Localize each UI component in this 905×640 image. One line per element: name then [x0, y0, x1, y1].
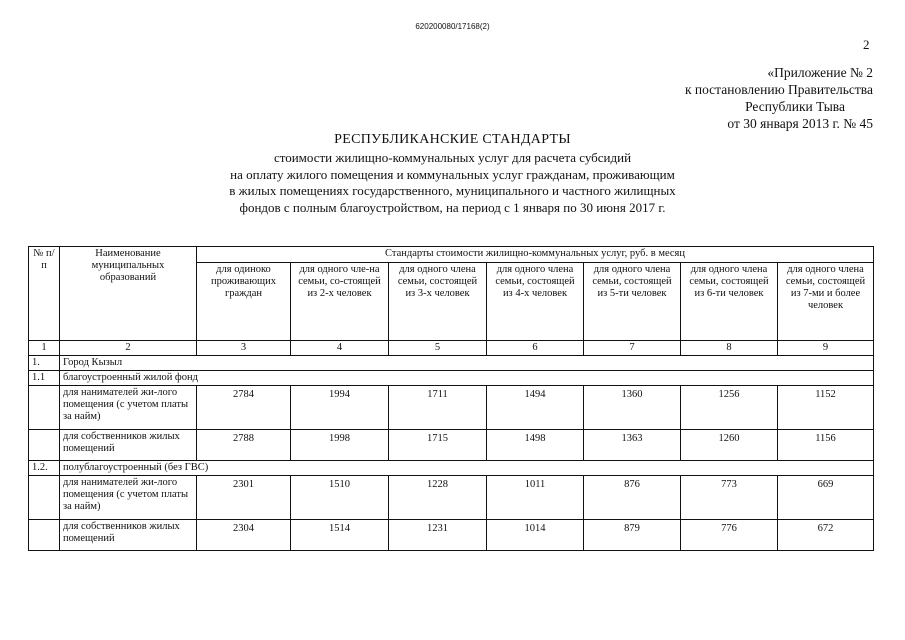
subtitle-line: фондов с полным благоустройством, на период с 1 января по 30 июня 2017 г. — [239, 199, 666, 215]
column-number: 4 — [291, 341, 389, 356]
standards-table — [28, 246, 874, 551]
subtitle-line: на оплату жилого помещения и коммунальных услуг гражданам, проживающим — [230, 166, 675, 182]
table-row — [29, 430, 874, 461]
appendix-header — [685, 64, 873, 132]
row-name: для собственников жилых помещений — [60, 520, 197, 551]
value-cell: 1498 — [487, 430, 584, 461]
column-number: 6 — [487, 341, 584, 356]
row-no — [29, 476, 60, 520]
value-cell: 2304 — [197, 520, 291, 551]
section-no: 1.1 — [29, 371, 60, 386]
value-cell: 879 — [584, 520, 681, 551]
header-col: для одиноко проживающих граждан — [197, 263, 291, 341]
value-cell: 1228 — [389, 476, 487, 520]
appendix-line: от 30 января 2013 г. № 45 — [727, 116, 873, 131]
subtitle-line: в жилых помещениях государственного, муниципального и частного жилищных — [229, 183, 676, 198]
header-col: для одного члена семьи, состоящей из 7-ми и более человек — [778, 263, 874, 341]
appendix-line: «Приложение № 2 — [767, 65, 873, 80]
row-name: для нанимателей жи-лого помещения (с учетом платы за найм) — [60, 476, 197, 520]
table-row — [29, 520, 874, 551]
column-number: 7 — [584, 341, 681, 356]
table-row — [29, 386, 874, 430]
value-cell: 1260 — [681, 430, 778, 461]
header-name: Наименование муниципальных образований — [60, 247, 197, 341]
value-cell: 773 — [681, 476, 778, 520]
value-cell: 2788 — [197, 430, 291, 461]
header-col: для одного чле-на семьи, со-стоящей из 2-х человек — [291, 263, 389, 341]
city-no: 1. — [29, 356, 60, 371]
row-no — [29, 386, 60, 430]
value-cell: 876 — [584, 476, 681, 520]
document-title: РЕСПУБЛИКАНСКИЕ СТАНДАРТЫ — [334, 132, 571, 147]
section-row — [29, 371, 874, 386]
column-number: 2 — [60, 341, 197, 356]
value-cell: 2301 — [197, 476, 291, 520]
section-name: благоустроенный жилой фонд — [60, 371, 874, 386]
document-id: 620200080/17168(2) — [415, 22, 490, 31]
value-cell: 1715 — [389, 430, 487, 461]
value-cell: 672 — [778, 520, 874, 551]
value-cell: 776 — [681, 520, 778, 551]
section-row — [29, 461, 874, 476]
document-subtitle — [0, 150, 905, 216]
section-no: 1.2. — [29, 461, 60, 476]
column-number: 5 — [389, 341, 487, 356]
value-cell: 1363 — [584, 430, 681, 461]
column-number: 9 — [778, 341, 874, 356]
value-cell: 1231 — [389, 520, 487, 551]
column-number: 8 — [681, 341, 778, 356]
header-group: Стандарты стоимости жилищно-коммунальных услуг, руб. в месяц — [197, 247, 874, 263]
column-number: 3 — [197, 341, 291, 356]
city-name: Город Кызыл — [60, 356, 874, 371]
value-cell: 1360 — [584, 386, 681, 430]
value-cell: 1152 — [778, 386, 874, 430]
row-no — [29, 520, 60, 551]
value-cell: 1014 — [487, 520, 584, 551]
header-row — [29, 247, 874, 263]
column-number: 1 — [29, 341, 60, 356]
table-row — [29, 476, 874, 520]
header-col: для одного члена семьи, состоящей из 6-ти человек — [681, 263, 778, 341]
value-cell: 1998 — [291, 430, 389, 461]
value-cell: 1156 — [778, 430, 874, 461]
header-col: для одного члена семьи, состоящей из 5-ти человек — [584, 263, 681, 341]
section-name: полублагоустроенный (без ГВС) — [60, 461, 874, 476]
appendix-line: к постановлению Правительства — [684, 82, 873, 97]
subtitle-line: стоимости жилищно-коммунальных услуг для расчета субсидий — [273, 150, 632, 165]
value-cell: 1256 — [681, 386, 778, 430]
page-number: 2 — [863, 37, 870, 52]
column-number-row — [29, 341, 874, 356]
value-cell: 1011 — [487, 476, 584, 520]
city-row — [29, 356, 874, 371]
value-cell: 1510 — [291, 476, 389, 520]
value-cell: 1994 — [291, 386, 389, 430]
appendix-line: Республики Тыва — [745, 99, 845, 114]
header-no: № п/п — [29, 247, 60, 341]
value-cell: 1514 — [291, 520, 389, 551]
row-no — [29, 430, 60, 461]
row-name: для нанимателей жи-лого помещения (с учетом платы за найм) — [60, 386, 197, 430]
value-cell: 1494 — [487, 386, 584, 430]
header-col: для одного члена семьи, состоящей из 3-х человек — [389, 263, 487, 341]
value-cell: 669 — [778, 476, 874, 520]
value-cell: 1711 — [389, 386, 487, 430]
value-cell: 2784 — [197, 386, 291, 430]
row-name: для собственников жилых помещений — [60, 430, 197, 461]
header-col: для одного члена семьи, состоящей из 4-х человек — [487, 263, 584, 341]
